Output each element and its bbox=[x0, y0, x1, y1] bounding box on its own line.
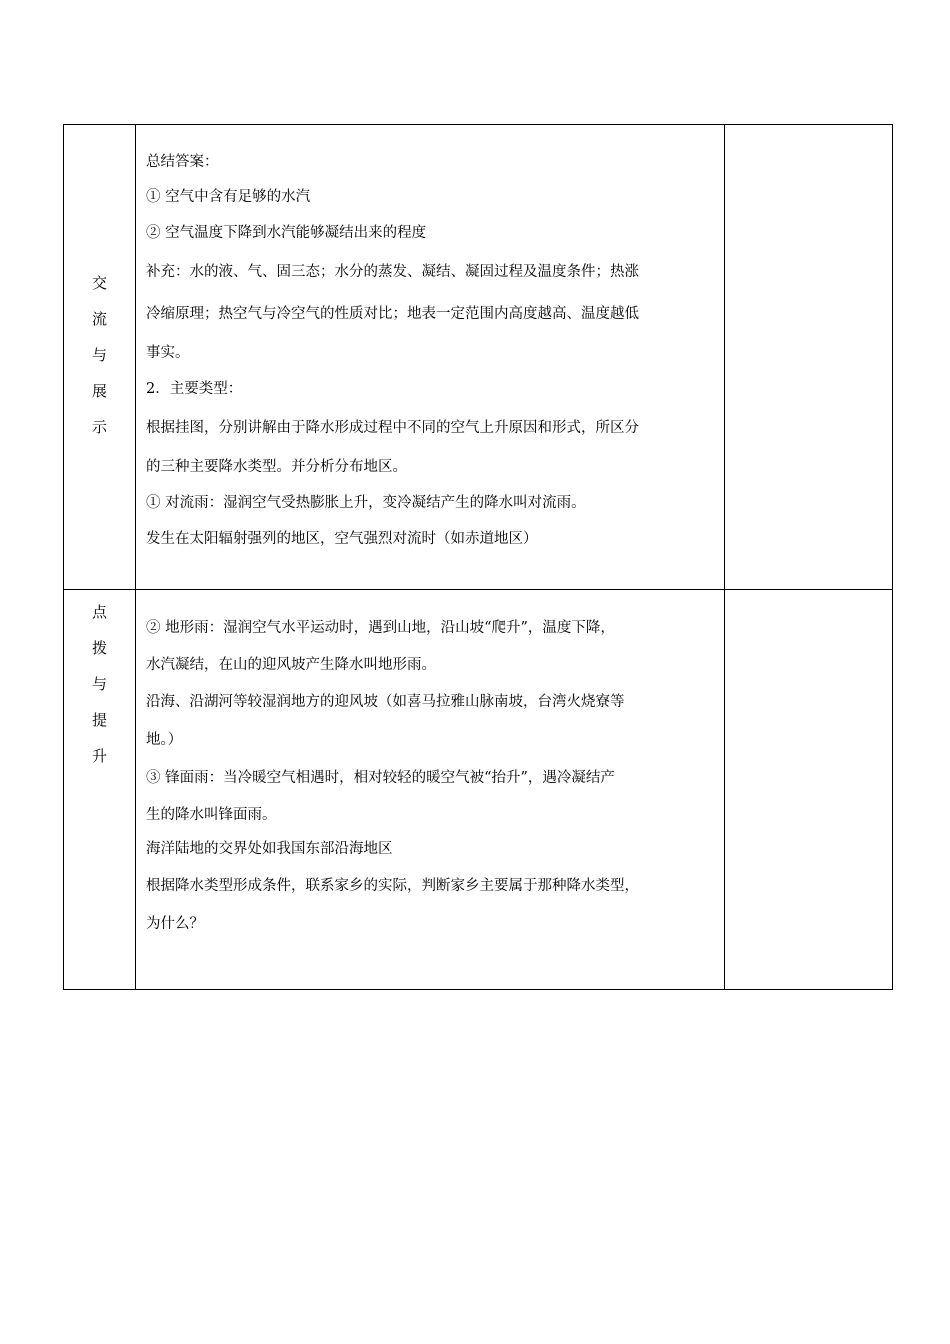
row-label-exchange-display bbox=[64, 125, 135, 445]
content-line: ① 对流雨：湿润空气受热膨胀上升，变冷凝结产生的降水叫对流雨。 bbox=[146, 495, 586, 511]
row-label-char: 与 bbox=[91, 346, 107, 364]
content-line: 事实。 bbox=[146, 345, 190, 361]
table-row-guidance bbox=[64, 590, 893, 990]
content-line: 海洋陆地的交界处如我国东部沿海地区 bbox=[146, 841, 393, 857]
row-label-char: 示 bbox=[91, 418, 107, 436]
content-cell bbox=[136, 590, 725, 990]
content-cell bbox=[136, 125, 725, 590]
content-line: 沿海、沿湖河等较湿润地方的迎风坡（如喜马拉雅山脉南坡，台湾火烧寮等 bbox=[146, 694, 625, 710]
row-label-cell bbox=[64, 125, 136, 590]
content-line: 为什么？ bbox=[146, 916, 204, 932]
content-line: 地。） bbox=[146, 732, 183, 748]
row-label-char: 展 bbox=[91, 382, 107, 400]
row-label-char: 提 bbox=[91, 711, 107, 729]
content-line: ③ 锋面雨：当冷暖空气相遇时，相对较轻的暖空气被“抬升”，遇冷凝结产 bbox=[146, 770, 615, 786]
row-label-char: 点 bbox=[91, 603, 107, 621]
row-label-char: 与 bbox=[91, 675, 107, 693]
content-line: ① 空气中含有足够的水汽 bbox=[146, 189, 311, 205]
row-label-char: 拨 bbox=[91, 639, 107, 657]
content-line: 生的降水叫锋面雨。 bbox=[146, 807, 277, 823]
content-line: 发生在太阳辐射强列的地区，空气强烈对流时（如赤道地区） bbox=[146, 531, 538, 547]
row-label-char: 交 bbox=[91, 274, 107, 292]
row-label-guidance-display bbox=[64, 590, 135, 774]
content-guidance-display bbox=[136, 590, 724, 942]
row-label-char: 升 bbox=[91, 747, 107, 765]
notes-cell bbox=[725, 125, 893, 590]
notes-cell bbox=[725, 590, 893, 990]
table-row-exchange bbox=[64, 125, 893, 590]
content-line: 根据降水类型形成条件，联系家乡的实际，判断家乡主要属于那种降水类型， bbox=[146, 878, 639, 894]
content-line: 总结答案： bbox=[146, 154, 219, 170]
content-exchange-display bbox=[136, 125, 724, 557]
content-line: ② 地形雨：湿润空气水平运动时，遇到山地，沿山坡“爬升”，温度下降， bbox=[146, 620, 615, 636]
content-line: ② 空气温度下降到水汽能够凝结出来的程度 bbox=[146, 225, 427, 241]
lesson-table bbox=[63, 124, 893, 990]
content-line: 根据挂图，分别讲解由于降水形成过程中不同的空气上升原因和形式，所区分 bbox=[146, 420, 639, 436]
content-line: 2．主要类型： bbox=[146, 381, 243, 397]
row-label-cell bbox=[64, 590, 136, 990]
content-line: 水汽凝结，在山的迎风坡产生降水叫地形雨。 bbox=[146, 657, 436, 673]
content-line: 的三种主要降水类型。并分析分布地区。 bbox=[146, 459, 407, 475]
row-label-char: 流 bbox=[91, 310, 107, 328]
content-line: 补充：水的液、气、固三态；水分的蒸发、凝结、凝固过程及温度条件；热涨 bbox=[146, 264, 639, 280]
content-line: 冷缩原理；热空气与冷空气的性质对比；地表一定范围内高度越高、温度越低 bbox=[146, 306, 639, 322]
